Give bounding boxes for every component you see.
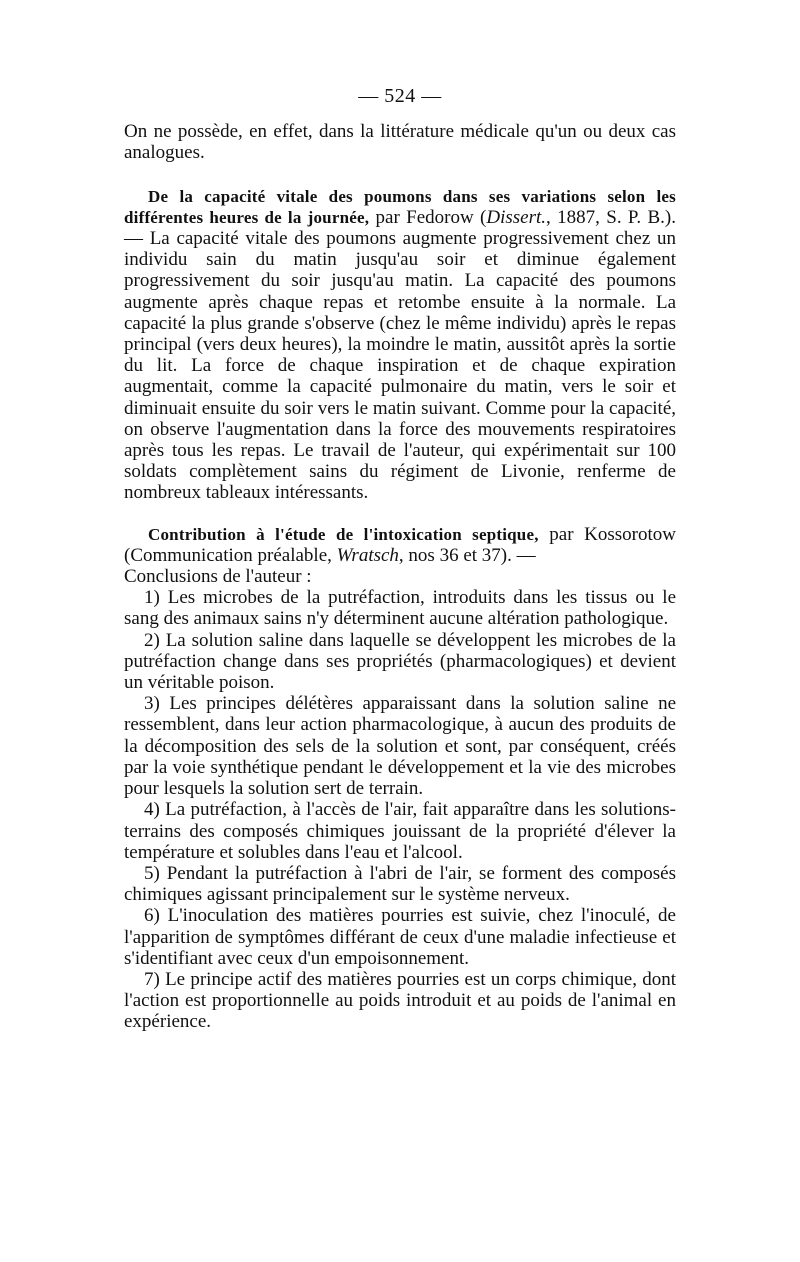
section-septic-intoxication-heading: Contribution à l'étude de l'intoxication septique, [148, 524, 539, 544]
section-lung-capacity-body: La capacité vitale des poumons augmente progressivement chez un individu sain du matin jusqu'au soir et diminue également progressivement du soir jusqu'au matin. La capacité des poumons augmente après chaque repas et retombe ensuite à la normale. La capacité la plus grande s'observe (chez le même individu) après le repas principal (vers deux heures), la moindre le matin, aussitôt après la sortie du lit. La force de chaque inspiration et de chaque expiration augmentait, comme la capacité pulmonaire du matin, vers le soir et diminuait ensuite du soir vers le matin suivant. Comme pour la capacité, on observe l'augmentation dans la force des mouvements respiratoires après tous les repas. Le travail de l'auteur, qui expérimentait sur 100 soldats complètement sains du régiment de Livonie, renferme de nombreux tableaux intéressants. [124, 228, 676, 504]
conclusion-item: 1) Les microbes de la putréfaction, introduits dans les tissus ou le sang des animaux sains n'y déterminent aucune altération pathologique. [124, 587, 676, 630]
section-lung-capacity-citation: , 1887, S. P. B.). — [124, 206, 677, 250]
conclusion-item: 6) L'inoculation des matières pourries est suivie, chez l'inoculé, de l'apparition de symptômes différant de ceux d'une maladie infectieuse et s'identifiant avec ceux d'un empoisonnement. [124, 905, 676, 969]
section-lung-capacity [124, 186, 676, 504]
section-septic-intoxication-source: Wratsch [336, 544, 399, 566]
conclusion-item: 5) Pendant la putréfaction à l'abri de l'air, se forment des composés chimiques agissant principalement sur le système nerveux. [124, 862, 676, 906]
conclusion-item: 4) La putréfaction, à l'accès de l'air, fait apparaître dans les solutions-terrains des composés chimiques jouissant de la propriété d'élever la température et solubles dans l'eau et l'alcool. [124, 799, 676, 863]
section-septic-intoxication-citation: , nos 36 et 37). — [398, 544, 536, 566]
document-page [124, 86, 676, 1033]
section-septic-intoxication [124, 524, 676, 566]
section-lung-capacity-author: par Fedorow ( [369, 206, 487, 228]
conclusion-item: 7) Le principe actif des matières pourries est un corps chimique, dont l'action est proportionnelle au poids introduit et au poids de l'animal en expérience. [124, 968, 676, 1033]
section-lung-capacity-heading: De la capacité vitale des poumons dans ses variations selon les différentes heures de la journée, [124, 186, 676, 227]
section-lung-capacity-source: Dissert. [486, 206, 547, 228]
conclusion-item: 3) Les principes délétères apparaissant dans la solution saline ne ressemblent, dans leur action pharmacologique, à aucun des produits de la décomposition des sels de la solution et sont, par conséquent, créés par la voie synthétique pendant le développement et la vie des microbes pour lesquels la solution sert de terrain. [124, 693, 676, 800]
section-septic-intoxication-author: par Kossorotow (Communication préalable, [124, 523, 676, 566]
conclusions-label: Conclusions de l'auteur : [124, 566, 312, 588]
page-number: — 524 — [358, 85, 442, 107]
intro-paragraph: On ne possède, en effet, dans la littérature médicale qu'un ou deux cas analogues. [124, 121, 676, 164]
conclusion-item: 2) La solution saline dans laquelle se développent les microbes de la putréfaction change dans ses propriétés (pharmacologiques) et devient un véritable poison. [124, 629, 676, 694]
